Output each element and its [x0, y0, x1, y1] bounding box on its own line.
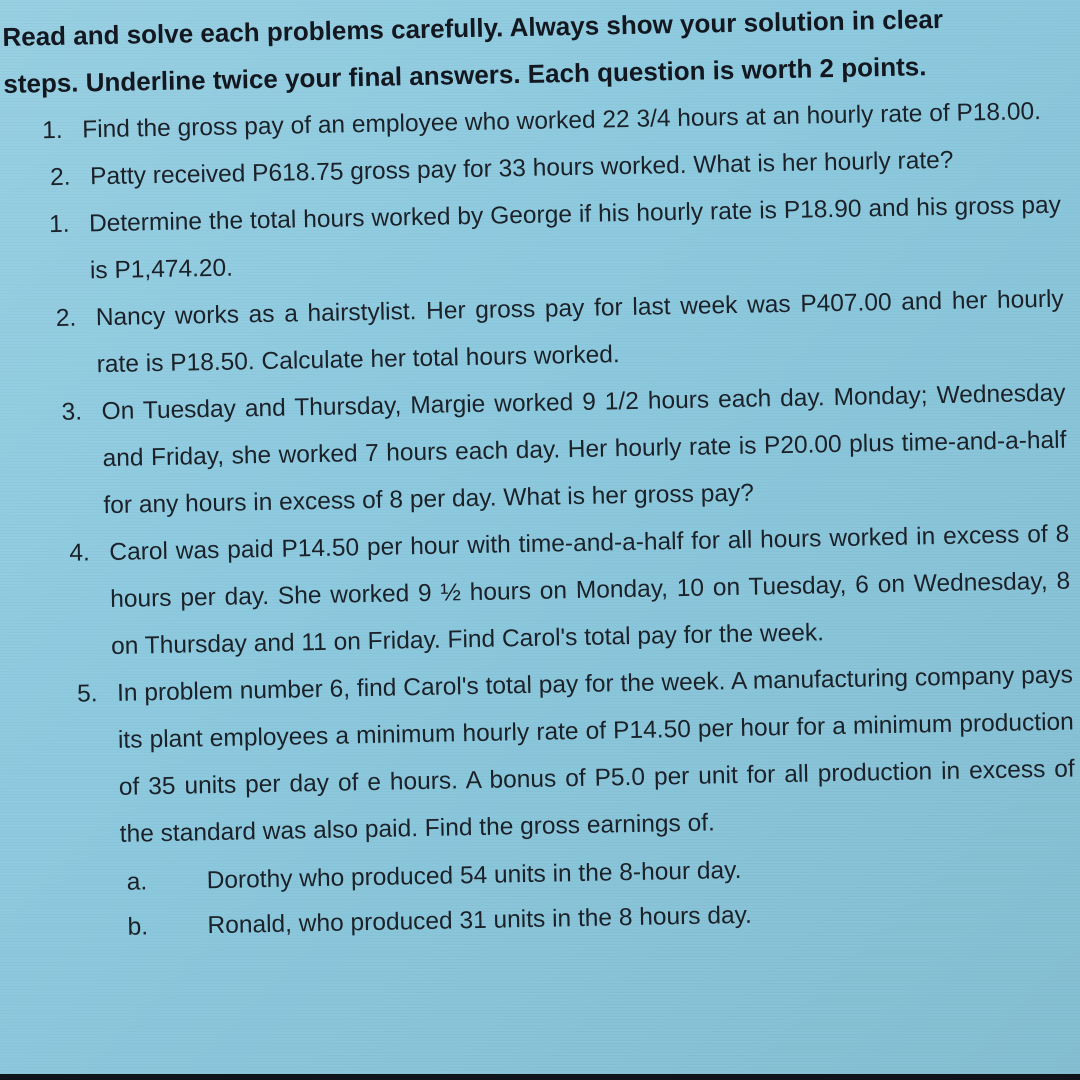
problem-text: On Tuesday and Thursday, Margie worked 9 1/2 hours each day. Monday; Wednesday and Friday, she worked 7 hours each day. Her hourly rate is P20.00 plus time-and-a-half for any hours in excess of 8 per day. What is her gross pay? — [101, 379, 1067, 520]
problem-number: 3. — [61, 398, 83, 426]
problem-text: Determine the total hours worked by George if his hourly rate is P18.90 and his gross pay is P1,474.20. — [88, 191, 1062, 285]
problem-number: 2. — [55, 304, 77, 332]
problem-number: 5. — [76, 680, 98, 708]
problem-number: 1. — [41, 116, 63, 145]
problem-number: 1. — [48, 210, 70, 239]
problem-item — [55, 276, 1065, 389]
problem-item — [76, 652, 1076, 858]
problem-number: 2. — [49, 163, 71, 192]
problem-text: Nancy works as a hairstylist. Her gross pay for last week was P407.00 and her hourly rate is P18.50. Calculate her total hours worked. — [95, 285, 1064, 379]
problem-item — [69, 511, 1072, 670]
instructions-line-1: Read and solve each problems carefully. Always show your solution in clear — [2, 3, 944, 52]
subitem-letter: a. — [126, 868, 148, 896]
screen-bezel — [0, 1074, 1080, 1080]
instructions-line-2: steps. Underline twice your final answers. Each question is worth 2 points. — [3, 51, 927, 99]
problem-item — [61, 370, 1068, 529]
subitem-text: Ronald, who produced 31 units in the 8 hours day. — [207, 901, 753, 940]
problem-text: In problem number 6, find Carol's total pay for the week. A manufacturing company pays its plant employees a minimum hourly rate of P14.50 per hour for a minimum production of 35 units per day of e hours. A bonus of P5.0 per unit for all production in excess of the standard was also paid. Find the gross earnings of. — [116, 661, 1075, 848]
problem-item — [48, 182, 1063, 295]
problem-text: Find the gross pay of an employee who worked 22 3/4 hours at an hourly rate of P18.00. — [81, 98, 1042, 144]
problem-text: Carol was paid P14.50 per hour with time-and-a-half for all hours worked in excess of 8 hours per day. She worked 9 ½ hours on Monday, 10 on Tuesday, 6 on Wednesday, 8 on Thursday and 11 on Friday. Find Carol's total pay for the week. — [109, 520, 1071, 660]
problem-text: Patty received P618.75 gross pay for 33 hours worked. What is her hourly rate? — [89, 146, 954, 191]
subitem-letter: b. — [127, 913, 149, 941]
subitem-text: Dorothy who produced 54 units in the 8-hour day. — [206, 856, 742, 895]
problem-number: 4. — [69, 539, 91, 567]
